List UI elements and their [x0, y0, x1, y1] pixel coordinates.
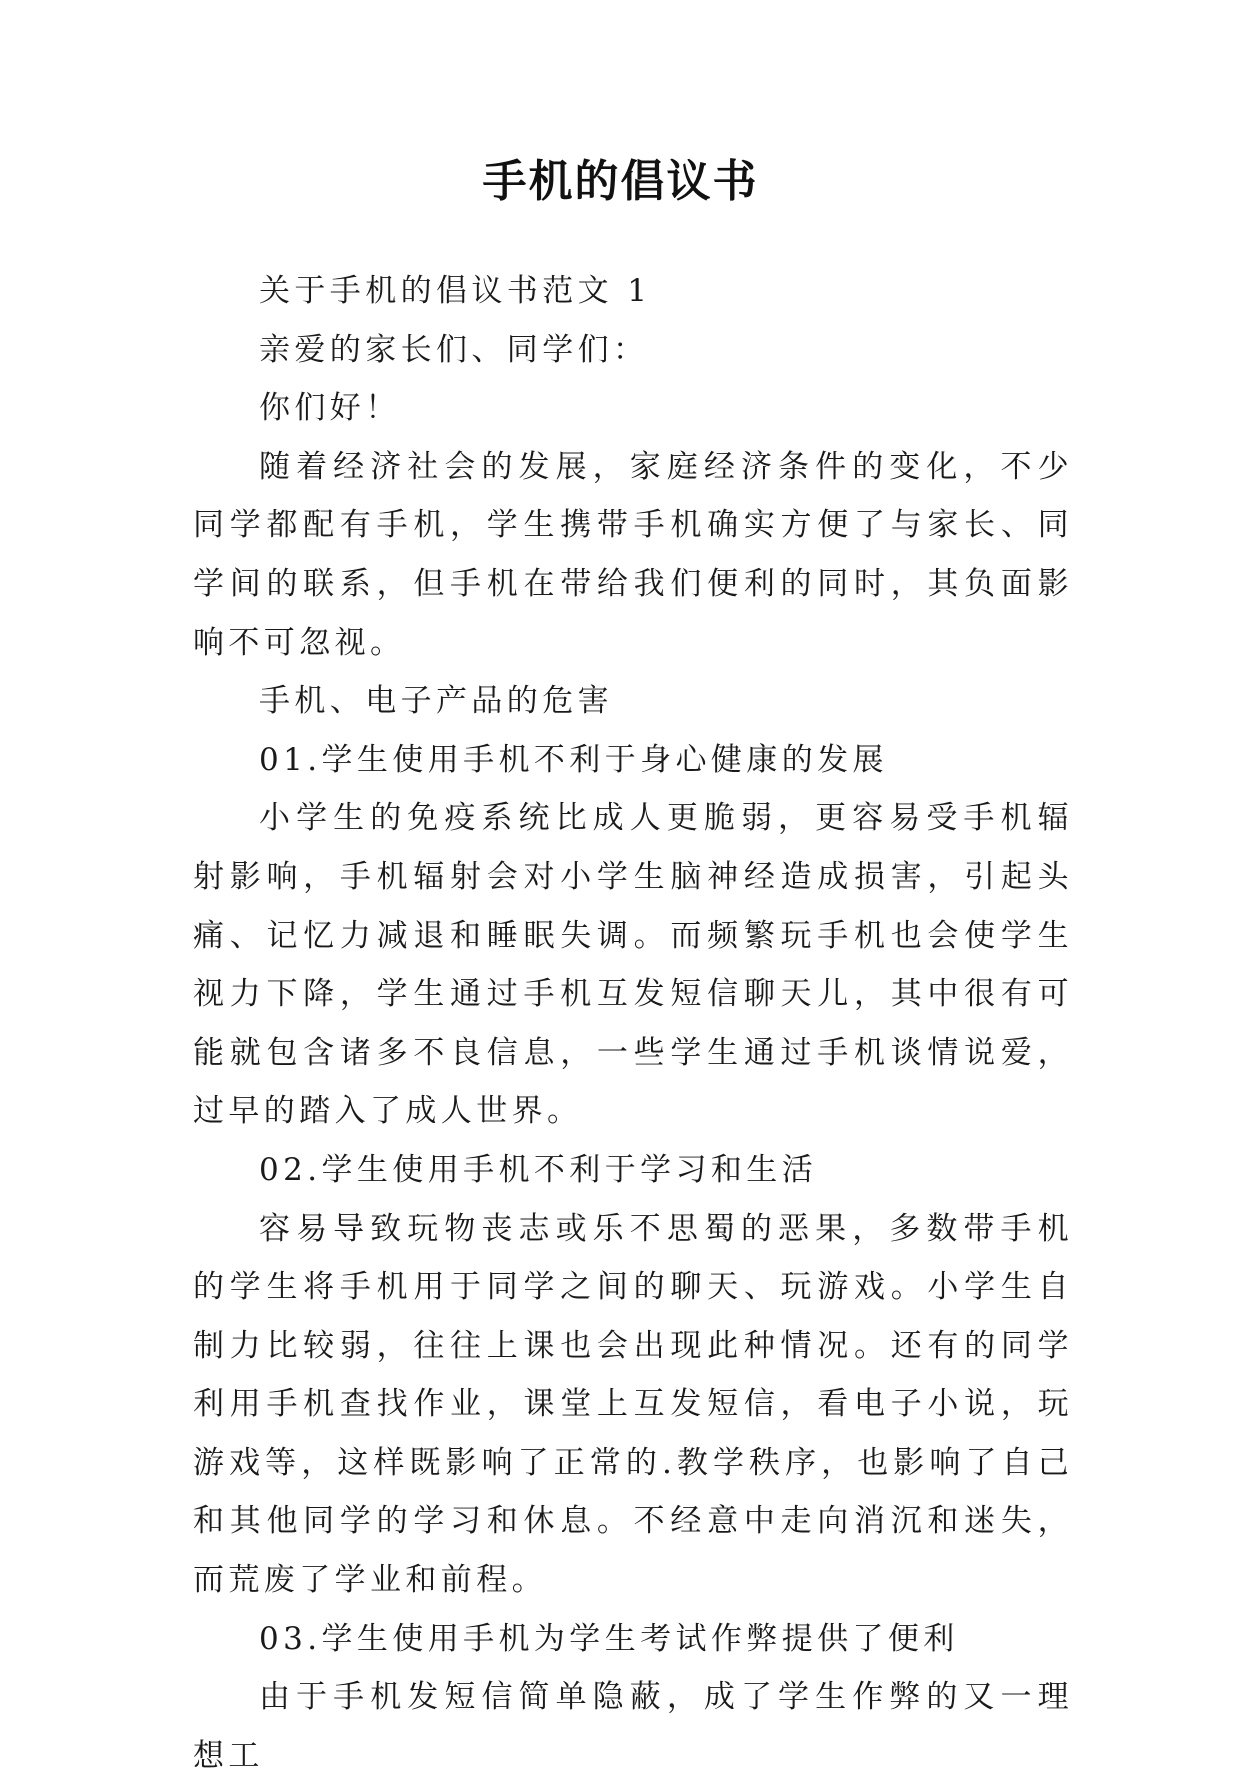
- section-heading: 手机、电子产品的危害: [259, 683, 613, 720]
- point-heading-03: 03.学生使用手机为学生考试作弊提供了便利: [259, 1620, 959, 1657]
- paragraph-subtitle: 关于手机的倡议书范文 1: [259, 273, 652, 309]
- point-heading-02: 02.学生使用手机不利于学习和生活: [259, 1151, 818, 1188]
- document-body: [193, 262, 1073, 1785]
- point-body-02: 容易导致玩物丧志或乐不思蜀的恶果，多数带手机的学生将手机用于同学之间的聊天、玩游戏。小学生自制力比较弱，往往上课也会出现此种情况。还有的同学利用手机查找作业，课堂上互发短信，看电子小说，玩游戏等，这样既影响了正常的.教学秩序，也影响了自己和其他同学的学习和休息。不经意中走向消沉和迷失，而荒废了学业和前程。: [193, 1210, 1073, 1599]
- document-title: 手机的倡议书: [482, 156, 759, 207]
- paragraph-greeting: 你们好！: [259, 390, 401, 427]
- point-body-03: 由于手机发短信简单隐蔽，成了学生作弊的又一理想工: [193, 1679, 1073, 1774]
- paragraph-salutation: 亲爱的家长们、同学们：: [259, 331, 649, 368]
- paragraph-intro: 随着经济社会的发展，家庭经济条件的变化，不少同学都配有手机，学生携带手机确实方便了与家长、同学间的联系，但手机在带给我们便利的同时，其负面影响不可忽视。: [193, 448, 1073, 661]
- point-body-01: 小学生的免疫系统比成人更脆弱，更容易受手机辐射影响，手机辐射会对小学生脑神经造成损害，引起头痛、记忆力减退和睡眠失调。而频繁玩手机也会使学生视力下降，学生通过手机互发短信聊天儿，其中很有可能就包含诸多不良信息，一些学生通过手机谈情说爱，过早的踏入了成人世界。: [193, 800, 1073, 1130]
- point-heading-01: 01.学生使用手机不利于身心健康的发展: [259, 741, 888, 778]
